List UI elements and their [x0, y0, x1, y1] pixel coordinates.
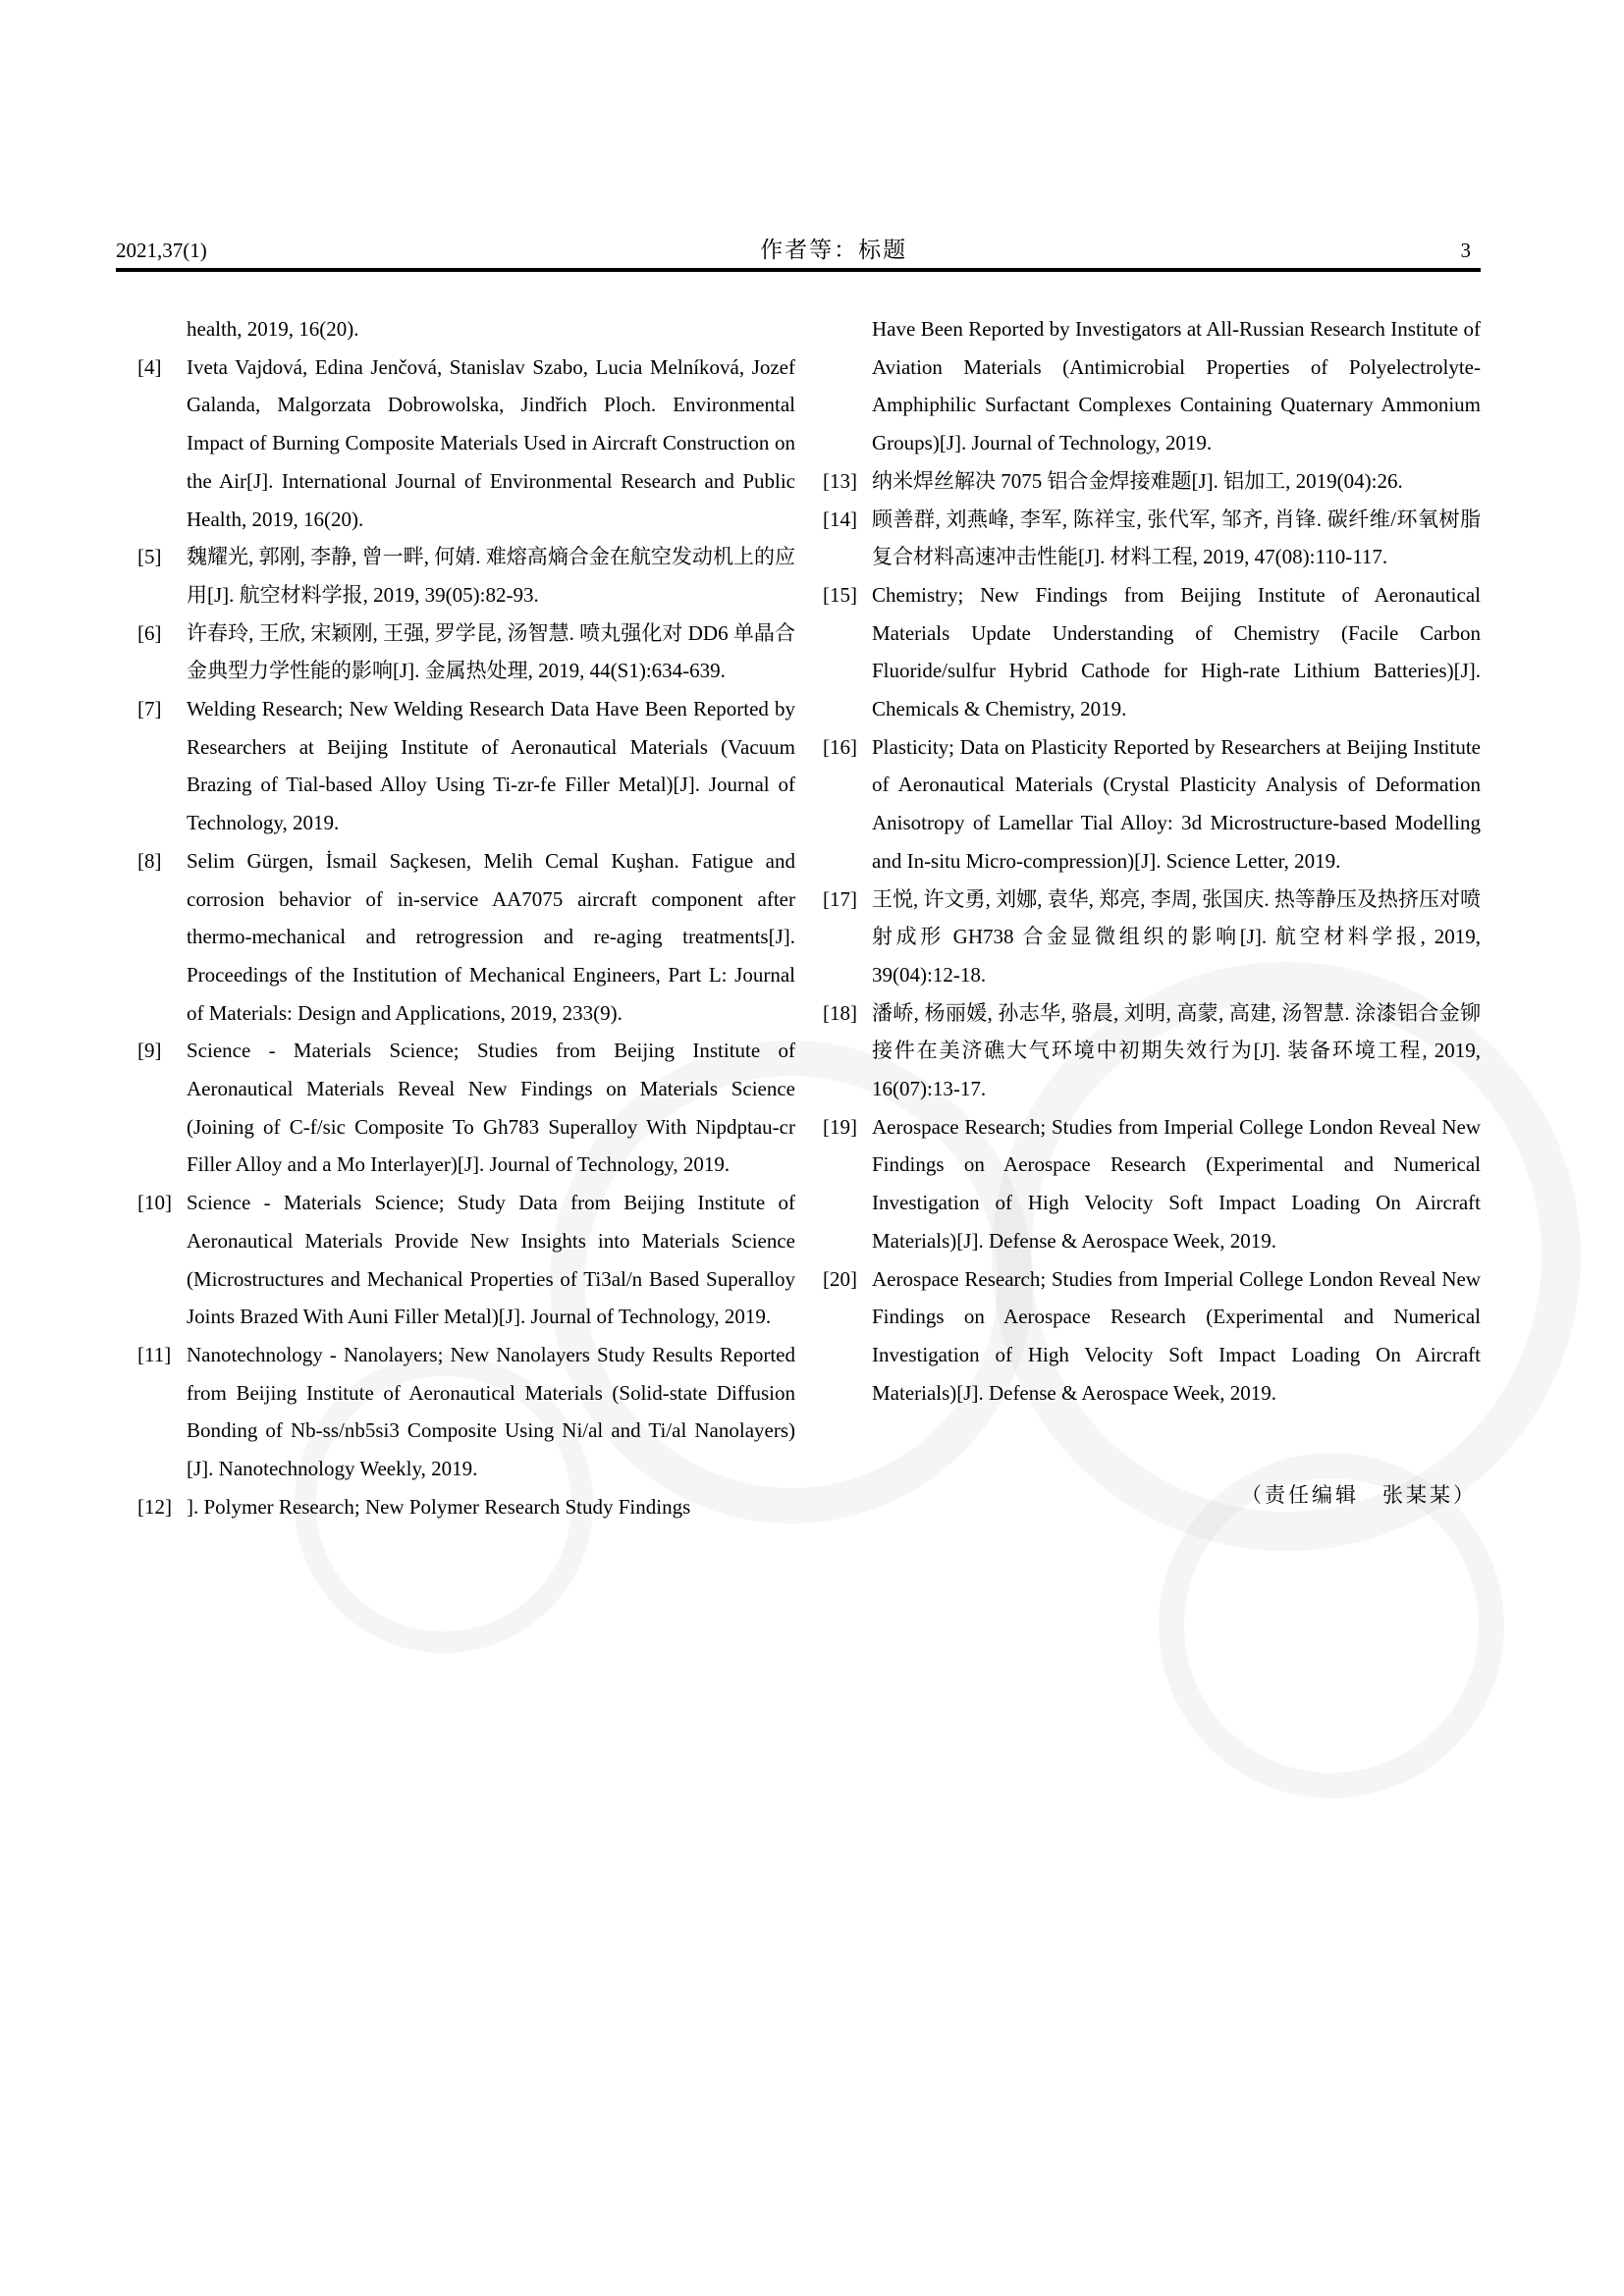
reference-text: Iveta Vajdová, Edina Jenčová, Stanislav Szabo, Lucia Melníková, Jozef Galanda, Malgorzata Dobrowolska, Jindřich Ploch. Environmental Impact of Burning Composite Materials Used in Aircraft Construction on the Air[J]. International Journal of Environmental Research and Public Health, 2019, 16(20). [187, 354, 795, 531]
reference-number: [20] [823, 1266, 857, 1291]
reference-text: 王悦, 许文勇, 刘娜, 袁华, 郑亮, 李周, 张国庆. 热等静压及热挤压对喷射成形 GH738 合金显微组织的影响[J]. 航空材料学报, 2019, 39(04):12-18. [872, 886, 1481, 987]
journal-issue: 2021,37(1) [116, 239, 207, 262]
reference-text: Selim Gürgen, İsmail Saçkesen, Melih Cemal Kuşhan. Fatigue and corrosion behavior of in-service AA7075 aircraft component after thermo-mechanical and retrogression and re-aging treatments[J]. Proceedings of the Institution of Mechanical Engineers, Part L: Journal of Materials: Design and Applications, 2019, 233(9). [187, 848, 795, 1025]
reference-number: [13] [823, 468, 857, 493]
reference-item [823, 881, 1481, 994]
reference-text: 顾善群, 刘燕峰, 李军, 陈祥宝, 张代军, 邹齐, 肖锋. 碳纤维/环氧树脂复合材料高速冲击性能[J]. 材料工程, 2019, 47(08):110-117. [872, 507, 1481, 569]
reference-number: [12] [137, 1494, 172, 1519]
reference-item [137, 842, 795, 1033]
page-number: 3 [1460, 239, 1471, 262]
reference-item [137, 310, 795, 348]
reference-number: [6] [137, 620, 162, 645]
reference-number: [8] [137, 848, 162, 873]
reference-text: 许春玲, 王欣, 宋颖刚, 王强, 罗学昆, 汤智慧. 喷丸强化对 DD6 单晶合金典型力学性能的影响[J]. 金属热处理, 2019, 44(S1):634-639. [187, 620, 795, 683]
page-header [116, 238, 1481, 263]
reference-text: Chemistry; New Findings from Beijing Institute of Aeronautical Materials Update Understanding of Chemistry (Facile Carbon Fluoride/sulfur Hybrid Cathode for High-rate Lithium Batteries)[J]. Chemicals & Chemistry, 2019. [872, 582, 1481, 721]
reference-item [137, 1032, 795, 1184]
running-title: 作者等：标题 [760, 238, 908, 262]
editor-credit: （责任编辑 张某某） [1241, 1483, 1477, 1508]
reference-number: [10] [137, 1191, 172, 1215]
reference-item [137, 690, 795, 842]
reference-text: Science - Materials Science; Studies from Beijing Institute of Aeronautical Materials Reveal New Findings on Materials Science (Joining of C-f/sic Composite To Gh783 Superalloy With Nipdptau-cr Filler Alloy and a Mo Interlayer)[J]. Journal of Technology, 2019. [187, 1039, 795, 1177]
reference-item [137, 614, 795, 690]
reference-number: [16] [823, 734, 857, 759]
reference-item [823, 576, 1481, 728]
reference-text: Have Been Reported by Investigators at All-Russian Research Institute of Aviation Materials (Antimicrobial Properties of Polyelectrolyte-Amphiphilic Surfactant Complexes Containing Quaternary Ammonium Groups)[J]. Journal of Technology, 2019. [872, 317, 1481, 455]
reference-text: Plasticity; Data on Plasticity Reported by Researchers at Beijing Institute of Aeronautical Materials (Crystal Plasticity Analysis of Deformation Anisotropy of Lamellar Tial Alloy: 3d Microstructure-based Modelling and In-situ Micro-compression)[J]. Science Letter, 2019. [872, 734, 1481, 873]
references-columns [137, 310, 1481, 1526]
reference-item [823, 310, 1481, 462]
reference-number: [15] [823, 582, 857, 607]
header-rule [116, 268, 1481, 272]
reference-number: [18] [823, 1000, 857, 1025]
reference-text: Aerospace Research; Studies from Imperial College London Reveal New Findings on Aerospace Research (Experimental and Numerical Investigation of High Velocity Soft Impact Loading On Aircraft Materials)[J]. Defense & Aerospace Week, 2019. [872, 1114, 1481, 1253]
reference-item [137, 1184, 795, 1336]
reference-item [823, 1260, 1481, 1413]
reference-number: [7] [137, 697, 162, 721]
reference-item [823, 994, 1481, 1108]
reference-text: 魏耀光, 郭刚, 李静, 曾一畔, 何婧. 难熔高熵合金在航空发动机上的应用[J]. 航空材料学报, 2019, 39(05):82-93. [187, 545, 795, 607]
references-column-left [137, 310, 795, 1526]
reference-item [137, 348, 795, 539]
reference-number: [19] [823, 1114, 857, 1139]
references-column-right [823, 310, 1481, 1526]
reference-item [137, 1488, 795, 1526]
reference-item [137, 1336, 795, 1488]
reference-item [823, 462, 1481, 501]
reference-number: [14] [823, 507, 857, 531]
reference-number: [4] [137, 354, 162, 379]
reference-text: 潘峤, 杨丽媛, 孙志华, 骆晨, 刘明, 高蒙, 高建, 汤智慧. 涂漆铝合金铆接件在美济礁大气环境中初期失效行为[J]. 装备环境工程, 2019, 16(07):13-17. [872, 1000, 1481, 1101]
reference-item [137, 538, 795, 614]
reference-number: [5] [137, 545, 162, 569]
reference-text: 纳米焊丝解决 7075 铝合金焊接难题[J]. 铝加工, 2019(04):26. [872, 468, 1403, 493]
reference-number: [9] [137, 1039, 162, 1063]
reference-text: Nanotechnology - Nanolayers; New Nanolayers Study Results Reported from Beijing Institute of Aeronautical Materials (Solid-state Diffusion Bonding of Nb-ss/nb5si3 Composite Using Ni/al and Ti/al Nanolayers)[J]. Nanotechnology Weekly, 2019. [187, 1342, 795, 1481]
references-list-right [823, 310, 1481, 1412]
reference-item [823, 501, 1481, 576]
reference-item [823, 1108, 1481, 1260]
reference-item [823, 728, 1481, 881]
reference-number: [11] [137, 1342, 172, 1366]
reference-text: Aerospace Research; Studies from Imperial College London Reveal New Findings on Aerospace Research (Experimental and Numerical Investigation of High Velocity Soft Impact Loading On Aircraft Materials)[J]. Defense & Aerospace Week, 2019. [872, 1266, 1481, 1405]
reference-number: [17] [823, 886, 857, 911]
reference-text: Science - Materials Science; Study Data from Beijing Institute of Aeronautical Materials Provide New Insights into Materials Science (Microstructures and Mechanical Properties of Ti3al/n Based Superalloy Joints Brazed With Auni Filler Metal)[J]. Journal of Technology, 2019. [187, 1191, 795, 1329]
reference-text: Welding Research; New Welding Research Data Have Been Reported by Researchers at Beijing Institute of Aeronautical Materials (Vacuum Brazing of Tial-based Alloy Using Ti-zr-fe Filler Metal)[J]. Journal of Technology, 2019. [187, 697, 795, 835]
reference-text: health, 2019, 16(20). [187, 317, 359, 341]
reference-text: ]. Polymer Research; New Polymer Research Study Findings [187, 1494, 691, 1519]
